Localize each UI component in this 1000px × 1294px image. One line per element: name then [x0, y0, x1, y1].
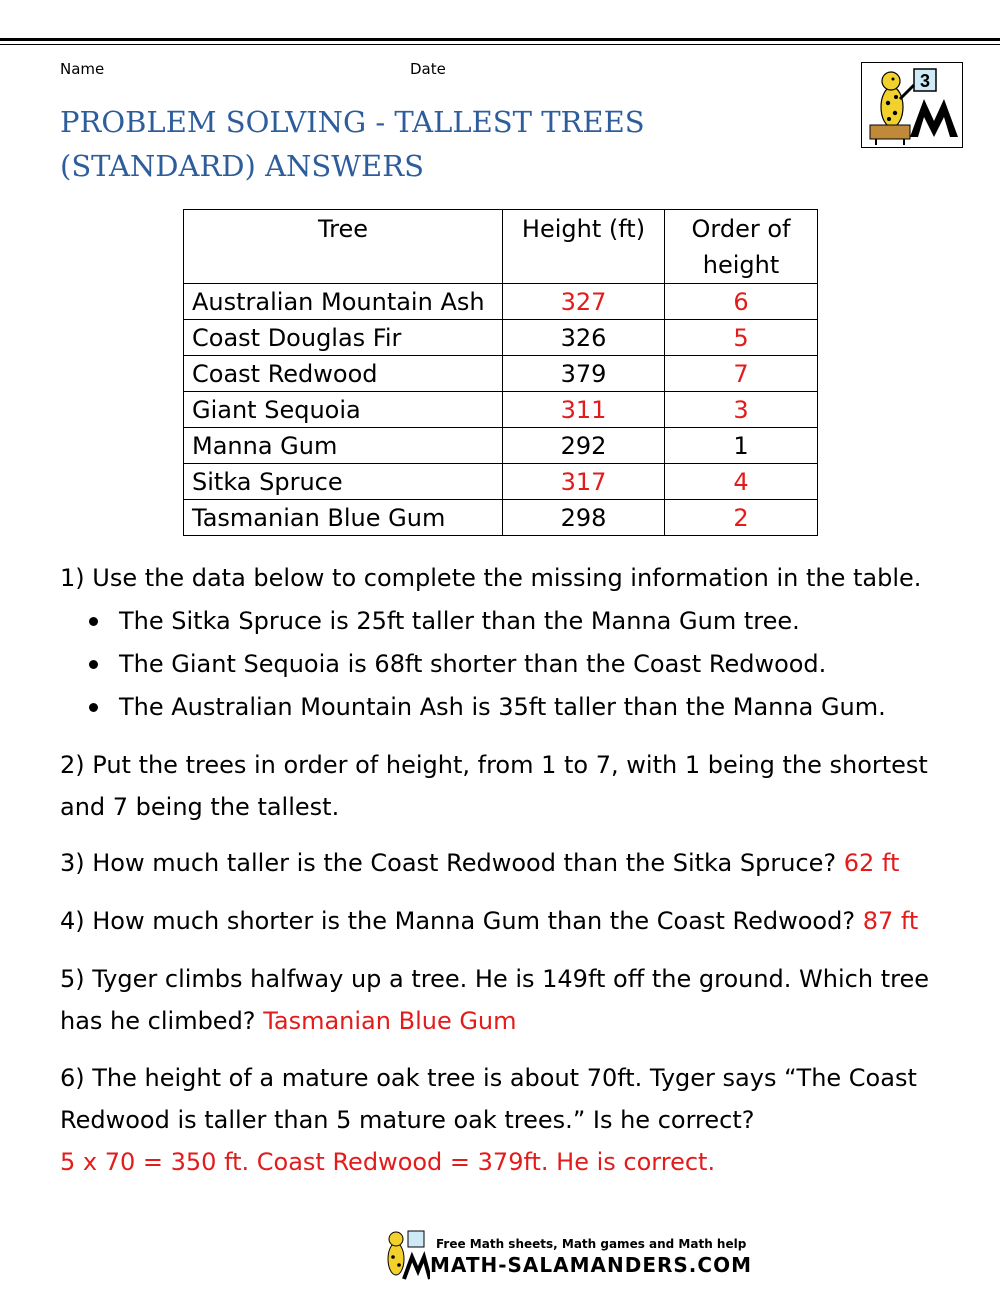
list-item: The Giant Sequoia is 68ft shorter than the Coast Redwood.	[85, 643, 886, 686]
tree-name: Australian Mountain Ash	[184, 284, 503, 320]
answer-6: 5 x 70 = 350 ft. Coast Redwood = 379ft. He is correct.	[60, 1148, 716, 1176]
table-row	[184, 464, 818, 500]
answer-3: 62 ft	[843, 849, 900, 877]
tree-order: 1	[665, 428, 818, 464]
tree-height: 327	[503, 284, 665, 320]
page-title: PROBLEM SOLVING - TALLEST TREES (STANDARD) ANSWERS	[60, 105, 645, 183]
clue-list	[85, 600, 886, 729]
tree-name: Coast Douglas Fir	[184, 320, 503, 356]
list-item: The Australian Mountain Ash is 35ft taller than the Manna Gum.	[85, 686, 886, 729]
tree-name: Sitka Spruce	[184, 464, 503, 500]
tree-order: 7	[665, 356, 818, 392]
tree-height: 326	[503, 320, 665, 356]
question-5-text: 5) Tyger climbs halfway up a tree. He is 149ft off the ground. Which tree has he climbed?	[60, 965, 929, 1035]
table-row	[184, 392, 818, 428]
tree-name: Coast Redwood	[184, 356, 503, 392]
column-header-tree: Tree	[184, 210, 503, 284]
list-item: The Sitka Spruce is 25ft taller than the Manna Gum tree.	[85, 600, 886, 643]
question-6-text: 6) The height of a mature oak tree is about 70ft. Tyger says “The Coast Redwood is taller than 5 mature oak trees.” Is he correct?	[60, 1064, 917, 1134]
footer-salamander-icon	[380, 1227, 430, 1283]
footer-logo	[380, 1225, 752, 1285]
question-4-text: 4) How much shorter is the Manna Gum than the Coast Redwood?	[60, 907, 856, 935]
tree-order: 4	[665, 464, 818, 500]
question-1: 1) Use the data below to complete the missing information in the table.	[60, 564, 922, 592]
tree-name: Tasmanian Blue Gum	[184, 500, 503, 536]
question-3-text: 3) How much taller is the Coast Redwood than the Sitka Spruce?	[60, 849, 837, 877]
top-rule-thin	[0, 44, 1000, 45]
tree-name: Giant Sequoia	[184, 392, 503, 428]
name-label: Name	[60, 60, 105, 78]
logo-grade: 3	[919, 71, 931, 91]
tree-height: 317	[503, 464, 665, 500]
table-row	[184, 356, 818, 392]
tree-height: 298	[503, 500, 665, 536]
answer-4: 87 ft	[862, 907, 919, 935]
table-row	[184, 320, 818, 356]
top-rule	[0, 38, 1000, 41]
question-6	[60, 1057, 960, 1183]
table-row	[184, 284, 818, 320]
tree-order: 5	[665, 320, 818, 356]
footer-site: MATH-SALAMANDERS.COM	[430, 1253, 752, 1277]
table-row	[184, 428, 818, 464]
question-3	[60, 842, 960, 884]
column-header-order: Order of height	[665, 210, 818, 284]
tree-order: 3	[665, 392, 818, 428]
tree-name: Manna Gum	[184, 428, 503, 464]
date-label: Date	[410, 60, 446, 78]
table-header-row	[184, 210, 818, 284]
tree-order: 2	[665, 500, 818, 536]
tree-height: 379	[503, 356, 665, 392]
question-5	[60, 958, 960, 1042]
table-row	[184, 500, 818, 536]
question-4	[60, 900, 960, 942]
column-header-height: Height (ft)	[503, 210, 665, 284]
tree-height: 311	[503, 392, 665, 428]
trees-table	[183, 209, 818, 536]
footer-tagline: Free Math sheets, Math games and Math help	[436, 1237, 747, 1251]
question-2: 2) Put the trees in order of height, from 1 to 7, with 1 being the shortest and 7 being the tallest.	[60, 751, 928, 821]
tree-order: 6	[665, 284, 818, 320]
tree-height: 292	[503, 428, 665, 464]
salamander-logo	[861, 62, 963, 148]
answer-5: Tasmanian Blue Gum	[263, 1007, 517, 1035]
